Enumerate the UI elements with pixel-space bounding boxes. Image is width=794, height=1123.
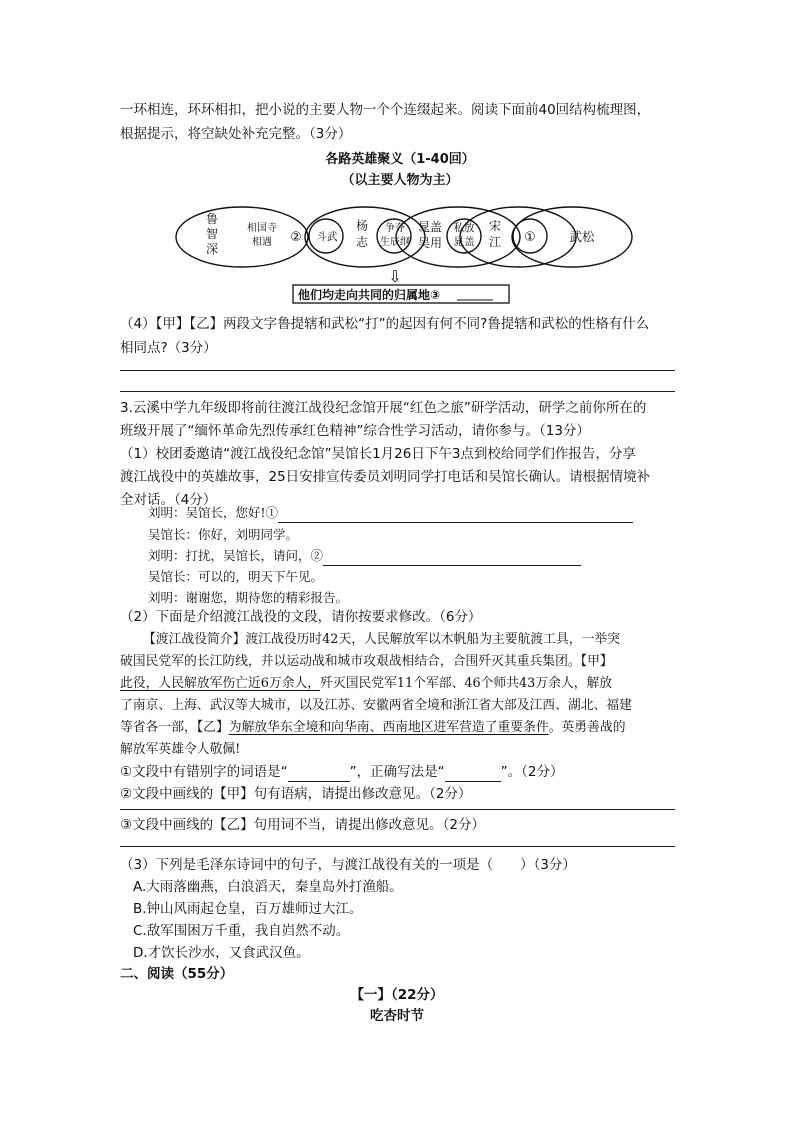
sub-question-2: ②文段中画线的【甲】句有语病，请提出修改意见。（2分） [120,786,472,802]
node-yang-2: 志 [355,235,369,249]
section2-heading: 二、阅读（55分） [120,966,234,982]
node-chaogai-2: 吴用 [417,236,443,250]
sub1-text-c: ”。（2分） [500,764,564,780]
answer-line-sub3 [120,846,675,847]
node-lu-1: 鲁 [205,212,219,226]
node-sifang-1: 私放 [453,222,475,234]
passage-line-3-rest: 歼灭国民党军11个军部、46个师共43万余人，解放 [320,676,613,691]
node-lu-2: 智 [205,227,219,241]
node-wusong: 武松 [569,229,595,244]
diagram-subtitle: （以主要人物为主） [341,173,459,188]
passage-line-2: 破国民党军的长江防线，并以运动战和城市攻艰战相结合，合围歼灭其重兵集团。【甲】 [120,654,613,669]
node-shengchengang-2: 生辰纲 [380,237,410,248]
node-songjiang-2: 江 [488,235,502,249]
q4-line-2: 相同点?（3分） [120,340,217,356]
passage-line-4: 了南京、上海、武汉等大城市，以及江苏、安徽两省全境和浙江省大部及江西、湖北、福建 [120,698,632,713]
down-arrow-icon: ⇩ [388,267,402,286]
sub1-blank-wrong[interactable] [288,781,350,782]
answer-line-sub2 [120,809,675,810]
sub1-blank-correct[interactable] [445,781,501,782]
intro-line-2: 根据提示，将空缺处补充完整。（3分） [120,126,352,142]
ellipse-lu [176,207,308,267]
sub-question-1 [120,762,563,782]
passage-line-5 [120,718,625,738]
passage-line-1: 【渡江战役简介】渡江战役历时42天，人民解放军以木帆船为主要航渡工具，一举突 [143,632,620,647]
passage-line-5-post: 。英勇善战的 [548,720,626,735]
passage-line-5-pre: 等省各一部，【乙】 [120,720,229,735]
node-songjiang-1: 宋 [488,219,502,233]
answer-line-q4-2 [120,391,675,392]
node-sifang-2: 晁盖 [453,236,475,248]
sub-question-3: ③文段中画线的【乙】句用词不当，请提出修改意见。（2分） [120,817,485,833]
ellipse-song [460,207,576,267]
q3-p1-line-2: 渡江战役中的英雄故事，25日安排宣传委员刘明同学打电话和吴馆长确认。请根据情境补 [120,469,651,485]
article-title: 吃杏时节 [370,1008,424,1024]
section2-subheading: 【一】（22分） [350,987,444,1003]
q3-p3-head: （3）下列是毛泽东诗词中的句子，与渡江战役有关的一项是（ ）（3分） [120,857,576,873]
dialog-blank-2[interactable] [323,565,581,566]
option-d[interactable]: D.才饮长沙水，又食武汉鱼。 [133,945,310,961]
node-blank-1: ① [524,230,536,245]
node-shengchengang-1: 争夺 [385,223,405,234]
dialog-text-3: 刘明：打扰，吴馆长，请问，② [148,548,324,563]
node-douwu: 斗武 [316,231,338,243]
destination-text: 他们均走向共同的归属地③ [298,288,441,302]
node-xiangguosi-2: 相遇 [252,237,272,248]
q4-line-1: （4）【甲】【乙】两段文字鲁提辖和武松“打”的起因有何不同?鲁提辖和武松的性格有什么 [120,316,650,332]
dialog-text-1: 刘明：吴馆长，您好!① [148,505,279,520]
dialog-line-5: 刘明：谢谢您，期待您的精彩报告。 [148,590,349,605]
q3-p1-line-3: 全对话。（4分） [120,492,217,508]
node-chaogai-1: 晁盖 [417,220,443,234]
dialog-line-2: 吴馆长：你好，刘明同学。 [148,527,299,542]
dialog-line-4: 吴馆长：可以的，明天下午见。 [148,569,324,584]
passage-yi-sentence: 为解放华东全境和向华南、西南地区进军营造了重要条件 [228,720,549,735]
q3-line-1: 3.云溪中学九年级即将前往渡江战役纪念馆开展“红色之旅”研学活动，研学之前你所在的 [120,400,647,416]
sub1-text-b: ”，正确写法是“ [349,764,445,780]
dialog-line-3 [148,546,581,566]
q3-p2-head: （2）下面是介绍渡江战役的文段，请你按要求修改。（6分） [120,609,482,625]
q3-line-2: 班级开展了“缅怀革命先烈传承红色精神”综合性学习活动，请你参与。（13分） [120,423,590,439]
sub1-text-a: ①文段中有错别字的词语是“ [120,764,288,780]
passage-jia-sentence: 此役，人民解放军伤亡近6万余人， [120,676,321,691]
dialog-line-1 [148,503,633,523]
option-a[interactable]: A.大雨落幽燕，白浪滔天，秦皇岛外打渔船。 [133,879,403,895]
option-b[interactable]: B.钟山风雨起仓皇，百万雄师过大江。 [133,901,363,917]
intro-line-1: 一环相连，环环相扣，把小说的主要人物一个个连缀起来。阅读下面前40回结构梳理图， [120,102,651,118]
option-c[interactable]: C.敌军围困万千重，我自岿然不动。 [133,923,350,939]
node-lu-3: 深 [205,242,219,256]
passage-line-6: 解放军英雄令人敬佩! [120,742,241,757]
node-xiangguosi-1: 相国寺 [247,223,277,234]
node-blank-2: ② [290,230,302,245]
structure-diagram [0,190,794,310]
diagram-title: 各路英雄聚义（1-40回） [325,152,475,167]
dialog-blank-1[interactable] [278,522,633,523]
q3-p1-line-1: （1）校团委邀请“渡江战役纪念馆”吴馆长1月26日下午3点到校给同学们作报告，分享 [120,446,636,462]
passage-line-3 [120,674,612,694]
node-yang-1: 杨 [355,219,369,233]
answer-line-q4-1 [120,370,675,371]
